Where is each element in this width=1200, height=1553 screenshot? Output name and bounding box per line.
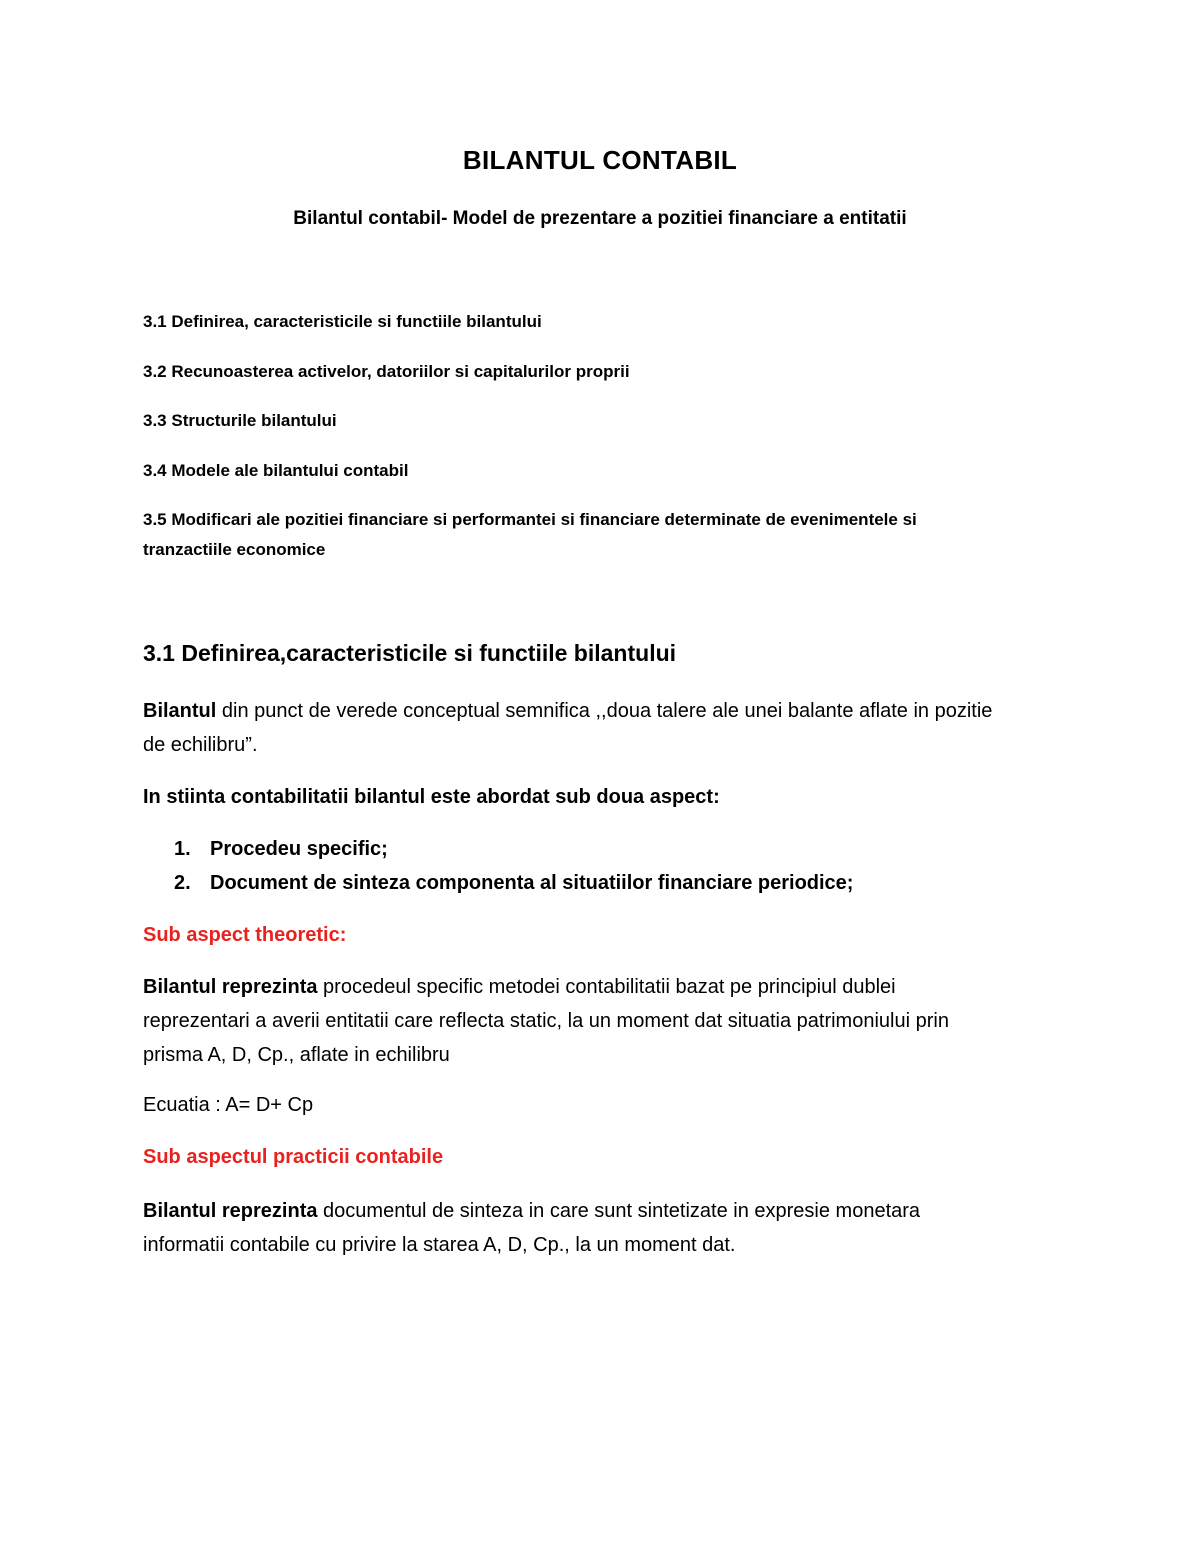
paragraph-text: din punct de verede conceptual semnifica ,,doua talere ale unei balante aflate in pozitie bbox=[216, 700, 993, 722]
toc-item-continued: tranzactiile economice bbox=[143, 540, 326, 559]
equation: Ecuatia : A= D+ Cp bbox=[143, 1094, 314, 1116]
bold-term: Bilantul reprezinta bbox=[143, 976, 318, 998]
section-heading: 3.1 Definirea,caracteristicile si functiile bilantului bbox=[143, 640, 677, 666]
document-subtitle: Bilantul contabil- Model de prezentare a pozitiei financiare a entitatii bbox=[293, 208, 907, 229]
toc-item: 3.2 Recunoasterea activelor, datoriilor si capitalurilor proprii bbox=[143, 362, 630, 381]
red-subheading-practice: Sub aspectul practicii contabile bbox=[143, 1146, 444, 1168]
toc-item: 3.1 Definirea, caracteristicile si functiile bilantului bbox=[143, 312, 542, 331]
paragraph-text: procedeul specific metodei contabilitatii bazat pe principiul dublei bbox=[317, 976, 896, 998]
list-item: 1. Procedeu specific; bbox=[174, 838, 388, 860]
toc-item: 3.3 Structurile bilantului bbox=[143, 411, 337, 430]
paragraph-text: reprezentari a averii entitatii care reflecta static, la un moment dat situatia patrimoniului prin bbox=[143, 1010, 949, 1032]
paragraph-aspects: In stiinta contabilitatii bilantul este abordat sub doua aspect: bbox=[143, 786, 720, 808]
paragraph-text: informatii contabile cu privire la starea A, D, Cp., la un moment dat. bbox=[143, 1234, 736, 1256]
toc-item: 3.5 Modificari ale pozitiei financiare si performantei si financiare determinate de evenimentele si bbox=[143, 510, 917, 529]
paragraph-text: de echilibru”. bbox=[143, 734, 258, 756]
paragraph-definition bbox=[143, 694, 992, 762]
paragraph-theoretic bbox=[143, 970, 949, 1072]
paragraph-text: prisma A, D, Cp., aflate in echilibru bbox=[143, 1044, 450, 1066]
numbered-list bbox=[174, 832, 853, 900]
list-item: 2. Document de sinteza componenta al situatiilor financiare periodice; bbox=[174, 872, 854, 894]
red-subheading-theoretic: Sub aspect theoretic: bbox=[143, 924, 347, 946]
bold-term: Bilantul reprezinta bbox=[143, 1200, 318, 1222]
document-title: BILANTUL CONTABIL bbox=[462, 145, 738, 175]
paragraph-practice bbox=[143, 1194, 920, 1262]
paragraph-text: documentul de sinteza in care sunt sintetizate in expresie monetara bbox=[317, 1200, 921, 1222]
toc-item: 3.4 Modele ale bilantului contabil bbox=[143, 461, 409, 480]
bold-term: Bilantul bbox=[143, 700, 217, 722]
